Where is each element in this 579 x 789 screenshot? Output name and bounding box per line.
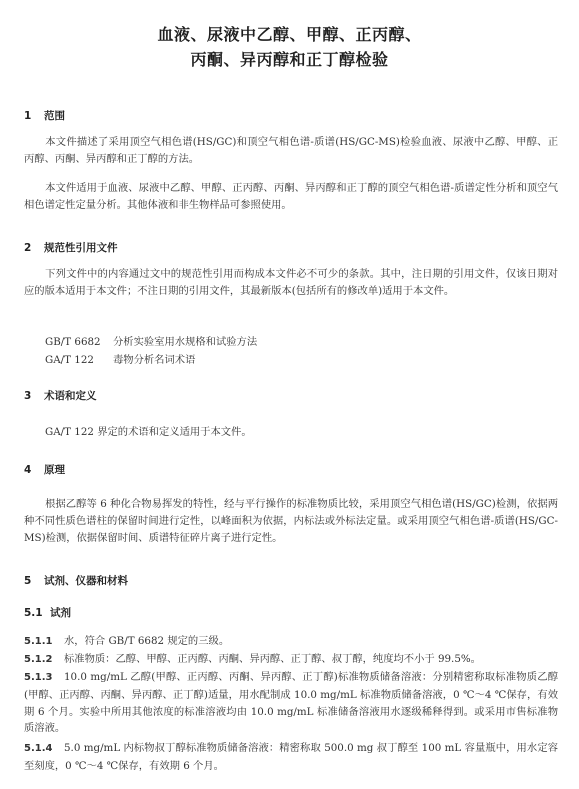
normative-reference-1 <box>45 333 257 348</box>
subsection-number: 5.1 <box>24 607 43 619</box>
clause-text: 10.0 mg/mL 乙醇(甲醇、正丙醇、丙酮、异丙醇、正丁醇)标准物质储备溶液：分别精密称取标准物质乙醇(甲醇、正丙醇、丙酮、异丙醇、正丁醇)适量，用水配制成 10.0 mg/mL 标准物质储备溶液，0 ℃～4 ℃保存，有效期 6 个月。实验中所用其他浓度的标准溶液均由 10.0 mg/mL 标准储备溶液用水逐级稀释得到。或采用市售标准物质溶液。 <box>24 671 558 735</box>
clause-number: 5.1.4 <box>24 743 53 754</box>
section-3-paragraph-1 <box>24 424 558 441</box>
clause-number: 5.1.3 <box>24 672 53 683</box>
reference-title: 分析实验室用水规格和试验方法 <box>113 336 258 348</box>
clause-5-1-2 <box>24 651 558 669</box>
section-2-paragraph-1 <box>24 266 558 300</box>
clause-number: 5.1.2 <box>24 654 53 665</box>
section-5-heading <box>24 573 128 588</box>
section-2-heading <box>24 240 118 255</box>
document-title-line-1: 血液、尿液中乙醇、甲醇、正丙醇、 <box>157 25 422 44</box>
normative-reference-2 <box>45 351 195 366</box>
reference-code: GA/T 122 <box>45 354 94 366</box>
section-4-paragraph-1 <box>24 496 558 546</box>
clause-text: 5.0 mg/mL 内标物叔丁醇标准物质储备溶液：精密称取 500.0 mg 叔丁醇至 100 mL 容量瓶中，用水定容至刻度，0 ℃～4 ℃保存，有效期 6 个月。 <box>24 742 558 772</box>
paragraph-text: 根据乙醇等 6 种化合物易挥发的特性，经与平行操作的标准物质比较，采用顶空气相色谱(HS/GC)检测，依据两种不同性质色谱柱的保留时间进行定性，以峰面积为依据，内标法或外标法定量。或采用顶空气相色谱-质谱(HS/GC-MS)检测，依据保留时间、质谱特征碎片离子进行定性。 <box>24 498 558 544</box>
section-title: 原理 <box>44 464 65 476</box>
section-title: 术语和定义 <box>44 390 97 402</box>
clause-number: 5.1.1 <box>24 636 53 647</box>
section-title: 范围 <box>44 110 65 122</box>
section-title: 规范性引用文件 <box>44 242 118 254</box>
clause-5-1-1 <box>24 633 558 651</box>
clause-text: 水，符合 GB/T 6682 规定的三级。 <box>64 635 230 647</box>
clause-5-1-4 <box>24 740 558 775</box>
paragraph-text: GA/T 122 界定的术语和定义适用于本文件。 <box>45 426 252 438</box>
section-1-paragraph-2 <box>24 180 558 214</box>
section-number: 4 <box>24 464 32 476</box>
document-title-line-2: 丙酮、异丙醇和正丁醇检验 <box>190 50 389 69</box>
paragraph-text: 本文件适用于血液、尿液中乙醇、甲醇、正丙醇、丙酮、异丙醇和正丁醇的顶空气相色谱-质谱定性分析和顶空气相色谱定性定量分析。其他体液和非生物样品可参照使用。 <box>24 182 558 211</box>
section-1-heading <box>24 108 65 123</box>
paragraph-text: 下列文件中的内容通过文中的规范性引用而构成本文件必不可少的条款。其中，注日期的引用文件，仅该日期对应的版本适用于本文件；不注日期的引用文件，其最新版本(包括所有的修改单)适用于本文件。 <box>24 268 558 297</box>
section-1-paragraph-1 <box>24 134 558 168</box>
paragraph-text: 本文件描述了采用顶空气相色谱(HS/GC)和顶空气相色谱-质谱(HS/GC-MS)检验血液、尿液中乙醇、甲醇、正丙醇、丙酮、异丙醇和正丁醇的方法。 <box>24 136 558 165</box>
section-number: 3 <box>24 390 32 402</box>
section-3-heading <box>24 388 97 403</box>
section-number: 5 <box>24 575 32 587</box>
section-title: 试剂、仪器和材料 <box>44 575 128 587</box>
reference-title: 毒物分析名词术语 <box>113 354 196 366</box>
subsection-5-1-heading <box>24 605 71 620</box>
subsection-title: 试剂 <box>50 607 71 619</box>
clause-5-1-3 <box>24 669 558 737</box>
clause-text: 标准物质：乙醇、甲醇、正丙醇、丙酮、异丙醇、正丁醇、叔丁醇，纯度均不小于 99.5%。 <box>64 653 481 665</box>
reference-code: GB/T 6682 <box>45 336 101 348</box>
section-number: 1 <box>24 110 32 122</box>
section-number: 2 <box>24 242 32 254</box>
section-4-heading <box>24 462 65 477</box>
